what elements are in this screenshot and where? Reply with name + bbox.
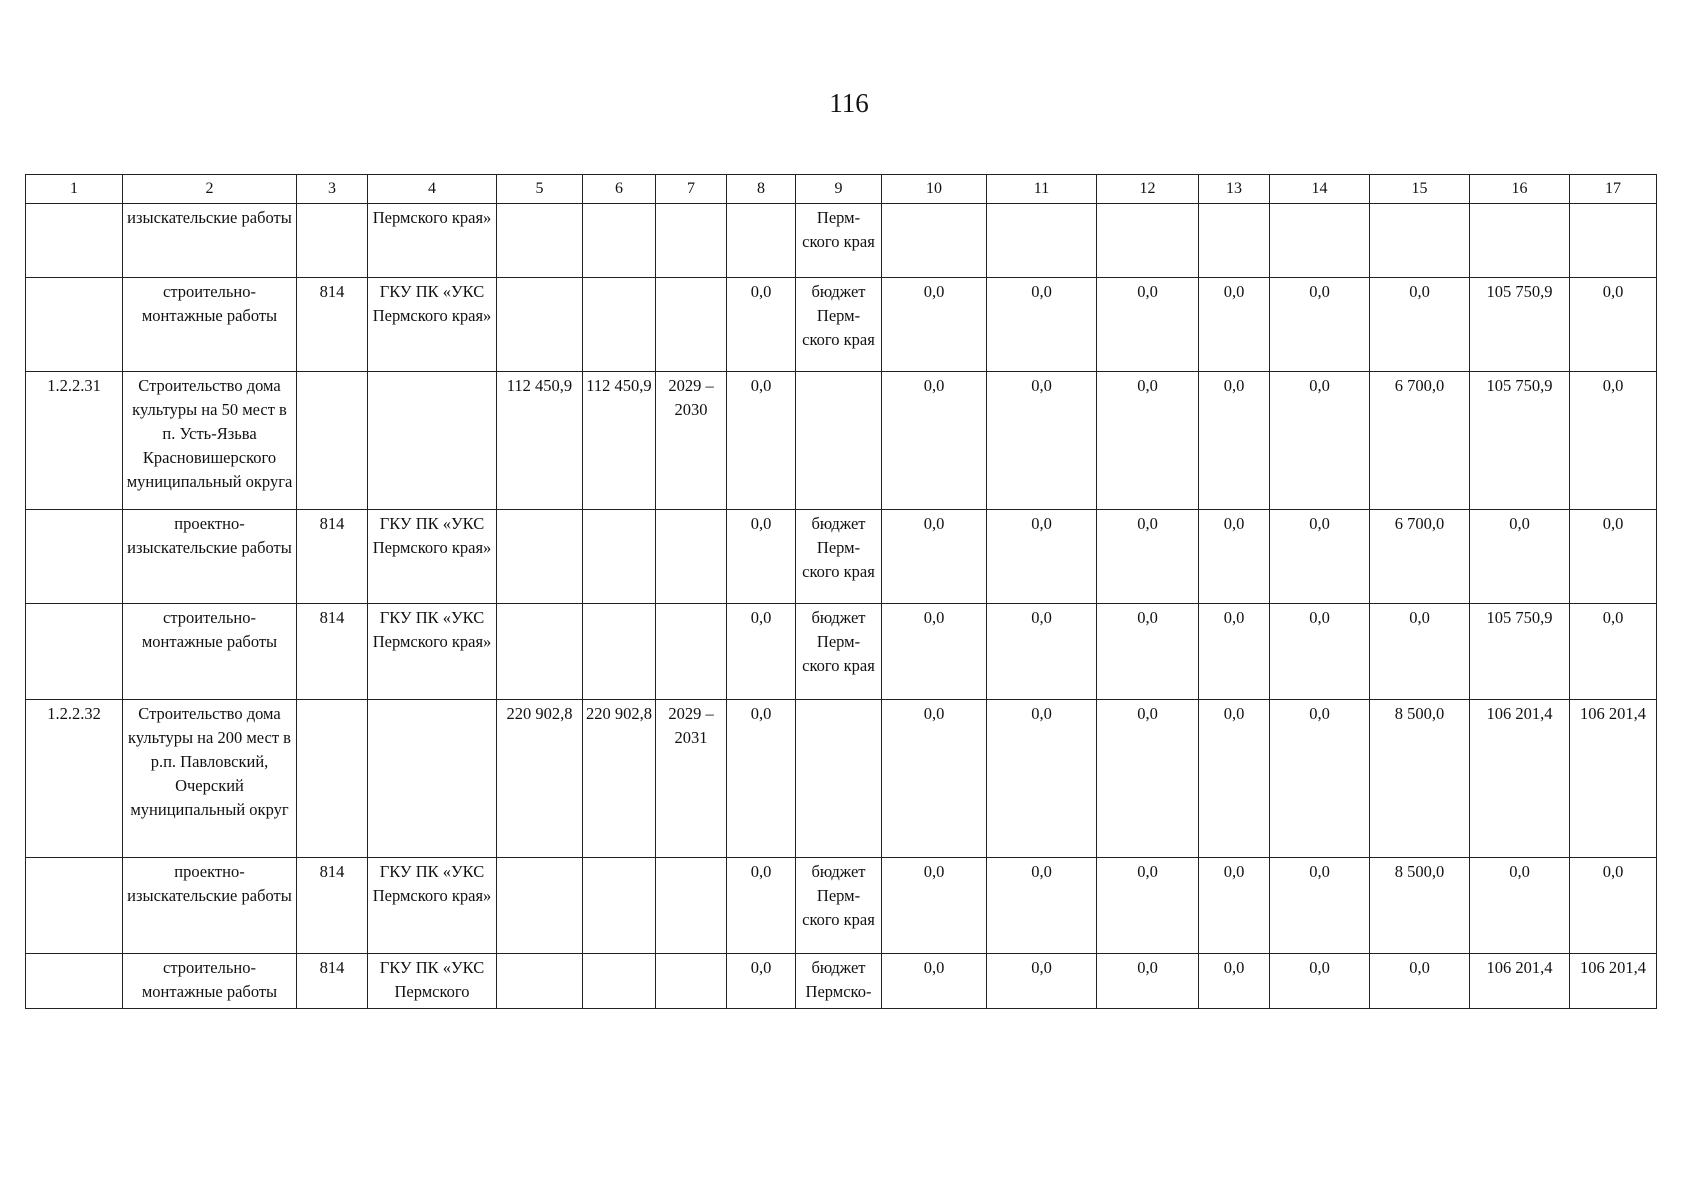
table-cell-col-8: 0,0 [727, 372, 796, 510]
table-cell-col-16 [1470, 204, 1570, 278]
budget-table [25, 174, 1657, 1009]
table-cell-col-8: 0,0 [727, 700, 796, 858]
table-cell-col-6 [583, 858, 656, 954]
table-cell-col-10: 0,0 [882, 700, 987, 858]
table-cell-col-2: проектно-изыскательские работы [123, 858, 297, 954]
table-cell-col-15: 8 500,0 [1370, 858, 1470, 954]
table-cell-col-7 [656, 204, 727, 278]
column-header-9: 9 [796, 175, 882, 204]
table-cell-col-16: 106 201,4 [1470, 954, 1570, 1009]
table-cell-col-12: 0,0 [1097, 372, 1199, 510]
table-cell-col-11: 0,0 [987, 858, 1097, 954]
table-cell-col-11: 0,0 [987, 954, 1097, 1009]
table-cell-col-7 [656, 278, 727, 372]
table-cell-col-3: 814 [297, 604, 368, 700]
column-header-10: 10 [882, 175, 987, 204]
table-cell-col-2: Строительство дома культуры на 200 мест в р.п. Павловский, Очерский муниципальный округ [123, 700, 297, 858]
table-cell-col-6 [583, 604, 656, 700]
table-cell-col-4: ГКУ ПК «УКС Пермского края» [368, 604, 497, 700]
table-cell-col-10: 0,0 [882, 372, 987, 510]
table-cell-col-13: 0,0 [1199, 604, 1270, 700]
table-cell-col-11: 0,0 [987, 700, 1097, 858]
table-cell-col-10 [882, 204, 987, 278]
column-header-2: 2 [123, 175, 297, 204]
table-cell-col-13: 0,0 [1199, 700, 1270, 858]
table-cell-col-15: 0,0 [1370, 954, 1470, 1009]
table-cell-col-6 [583, 278, 656, 372]
table-cell-col-6: 112 450,9 [583, 372, 656, 510]
table-cell-col-3: 814 [297, 510, 368, 604]
table-cell-col-17 [1570, 204, 1657, 278]
table-cell-col-9: бюджет Перм-ского края [796, 510, 882, 604]
table-cell-col-13: 0,0 [1199, 858, 1270, 954]
table-cell-col-15: 0,0 [1370, 278, 1470, 372]
table-cell-col-5 [497, 204, 583, 278]
table-cell-col-7: 2029 – 2030 [656, 372, 727, 510]
table-cell-col-15 [1370, 204, 1470, 278]
column-header-7: 7 [656, 175, 727, 204]
column-header-17: 17 [1570, 175, 1657, 204]
table-cell-col-7 [656, 604, 727, 700]
column-header-16: 16 [1470, 175, 1570, 204]
table-cell-col-8: 0,0 [727, 278, 796, 372]
table-cell-col-4: ГКУ ПК «УКС Пермского края» [368, 858, 497, 954]
table-cell-col-2: строительно-монтажные работы [123, 954, 297, 1009]
table-cell-col-9: Перм-ского края [796, 204, 882, 278]
table-cell-col-3 [297, 204, 368, 278]
table-cell-col-7: 2029 – 2031 [656, 700, 727, 858]
table-cell-col-3 [297, 372, 368, 510]
table-cell-col-10: 0,0 [882, 510, 987, 604]
column-header-14: 14 [1270, 175, 1370, 204]
table-cell-col-9: бюджет Перм-ского края [796, 604, 882, 700]
column-header-8: 8 [727, 175, 796, 204]
column-header-11: 11 [987, 175, 1097, 204]
table-cell-col-6 [583, 204, 656, 278]
table-cell-col-4: ГКУ ПК «УКС Пермского края» [368, 510, 497, 604]
table-row [26, 372, 1657, 510]
table-cell-col-9 [796, 372, 882, 510]
table-cell-col-5: 220 902,8 [497, 700, 583, 858]
table-cell-col-13: 0,0 [1199, 372, 1270, 510]
table-cell-col-16: 105 750,9 [1470, 278, 1570, 372]
table-cell-col-15: 0,0 [1370, 604, 1470, 700]
page-number: 116 [829, 88, 869, 118]
table-cell-col-8: 0,0 [727, 604, 796, 700]
table-cell-col-14: 0,0 [1270, 604, 1370, 700]
table-cell-col-12: 0,0 [1097, 604, 1199, 700]
table-cell-col-12: 0,0 [1097, 510, 1199, 604]
table-cell-col-11: 0,0 [987, 372, 1097, 510]
table-cell-col-10: 0,0 [882, 278, 987, 372]
table-cell-col-6: 220 902,8 [583, 700, 656, 858]
table-cell-col-10: 0,0 [882, 954, 987, 1009]
table-cell-col-12: 0,0 [1097, 700, 1199, 858]
table-cell-col-9 [796, 700, 882, 858]
table-cell-col-13 [1199, 204, 1270, 278]
table-cell-col-1 [26, 858, 123, 954]
table-cell-col-14: 0,0 [1270, 700, 1370, 858]
table-cell-col-12: 0,0 [1097, 858, 1199, 954]
table-cell-col-5 [497, 278, 583, 372]
table-cell-col-2: строительно-монтажные работы [123, 604, 297, 700]
table-cell-col-4 [368, 372, 497, 510]
table-cell-col-9: бюджет Перм-ского края [796, 858, 882, 954]
table-cell-col-12 [1097, 204, 1199, 278]
table-cell-col-14 [1270, 204, 1370, 278]
table-cell-col-10: 0,0 [882, 604, 987, 700]
table-row [26, 858, 1657, 954]
table-cell-col-12: 0,0 [1097, 278, 1199, 372]
table-cell-col-8: 0,0 [727, 510, 796, 604]
column-header-1: 1 [26, 175, 123, 204]
table-cell-col-4: Пермского края» [368, 204, 497, 278]
table-cell-col-1 [26, 204, 123, 278]
table-cell-col-14: 0,0 [1270, 858, 1370, 954]
table-cell-col-16: 0,0 [1470, 510, 1570, 604]
table-cell-col-2: проектно-изыскательские работы [123, 510, 297, 604]
table-cell-col-16: 0,0 [1470, 858, 1570, 954]
table-cell-col-17: 0,0 [1570, 278, 1657, 372]
column-header-5: 5 [497, 175, 583, 204]
table-cell-col-1: 1.2.2.32 [26, 700, 123, 858]
table-cell-col-17: 106 201,4 [1570, 954, 1657, 1009]
table-cell-col-17: 0,0 [1570, 604, 1657, 700]
table-cell-col-5 [497, 858, 583, 954]
column-header-15: 15 [1370, 175, 1470, 204]
table-cell-col-14: 0,0 [1270, 954, 1370, 1009]
table-cell-col-17: 106 201,4 [1570, 700, 1657, 858]
table-cell-col-8: 0,0 [727, 858, 796, 954]
column-header-3: 3 [297, 175, 368, 204]
table-cell-col-6 [583, 510, 656, 604]
table-row [26, 700, 1657, 858]
table-cell-col-12: 0,0 [1097, 954, 1199, 1009]
table-cell-col-11: 0,0 [987, 278, 1097, 372]
table-row [26, 278, 1657, 372]
table-row [26, 204, 1657, 278]
table-cell-col-1 [26, 278, 123, 372]
table-cell-col-3: 814 [297, 858, 368, 954]
table-cell-col-13: 0,0 [1199, 510, 1270, 604]
table-cell-col-10: 0,0 [882, 858, 987, 954]
table-cell-col-11: 0,0 [987, 604, 1097, 700]
table-cell-col-14: 0,0 [1270, 510, 1370, 604]
table-cell-col-15: 6 700,0 [1370, 510, 1470, 604]
table-cell-col-3: 814 [297, 954, 368, 1009]
table-cell-col-17: 0,0 [1570, 372, 1657, 510]
header-row [26, 175, 1657, 204]
table-cell-col-4 [368, 700, 497, 858]
table-cell-col-17: 0,0 [1570, 510, 1657, 604]
table-cell-col-5 [497, 604, 583, 700]
table-cell-col-11: 0,0 [987, 510, 1097, 604]
table-cell-col-8 [727, 204, 796, 278]
table-cell-col-14: 0,0 [1270, 278, 1370, 372]
table-cell-col-7 [656, 858, 727, 954]
column-header-6: 6 [583, 175, 656, 204]
table-row [26, 954, 1657, 1009]
table-cell-col-5: 112 450,9 [497, 372, 583, 510]
table-cell-col-14: 0,0 [1270, 372, 1370, 510]
table-cell-col-6 [583, 954, 656, 1009]
table-cell-col-3: 814 [297, 278, 368, 372]
table-cell-col-2: Строительство дома культуры на 50 мест в п. Усть-Язьва Красновишерского муниципальный округа [123, 372, 297, 510]
table-cell-col-9: бюджет Пермско- [796, 954, 882, 1009]
table-cell-col-4: ГКУ ПК «УКС Пермского края» [368, 278, 497, 372]
column-header-12: 12 [1097, 175, 1199, 204]
table-cell-col-9: бюджет Перм-ского края [796, 278, 882, 372]
table-cell-col-4: ГКУ ПК «УКС Пермского [368, 954, 497, 1009]
table-cell-col-2: изыскательские работы [123, 204, 297, 278]
table-cell-col-7 [656, 954, 727, 1009]
table-cell-col-1 [26, 510, 123, 604]
table-cell-col-3 [297, 700, 368, 858]
table-cell-col-16: 105 750,9 [1470, 604, 1570, 700]
table-cell-col-2: строительно-монтажные работы [123, 278, 297, 372]
column-header-4: 4 [368, 175, 497, 204]
table-cell-col-13: 0,0 [1199, 954, 1270, 1009]
table-cell-col-1: 1.2.2.31 [26, 372, 123, 510]
table-cell-col-15: 8 500,0 [1370, 700, 1470, 858]
table-cell-col-1 [26, 954, 123, 1009]
table-cell-col-1 [26, 604, 123, 700]
table-cell-col-15: 6 700,0 [1370, 372, 1470, 510]
column-header-13: 13 [1199, 175, 1270, 204]
table-cell-col-17: 0,0 [1570, 858, 1657, 954]
table-cell-col-13: 0,0 [1199, 278, 1270, 372]
table-cell-col-7 [656, 510, 727, 604]
table-cell-col-5 [497, 510, 583, 604]
table-cell-col-16: 106 201,4 [1470, 700, 1570, 858]
table-row [26, 604, 1657, 700]
table-cell-col-8: 0,0 [727, 954, 796, 1009]
table-cell-col-11 [987, 204, 1097, 278]
table-cell-col-16: 105 750,9 [1470, 372, 1570, 510]
table-row [26, 510, 1657, 604]
table-cell-col-5 [497, 954, 583, 1009]
